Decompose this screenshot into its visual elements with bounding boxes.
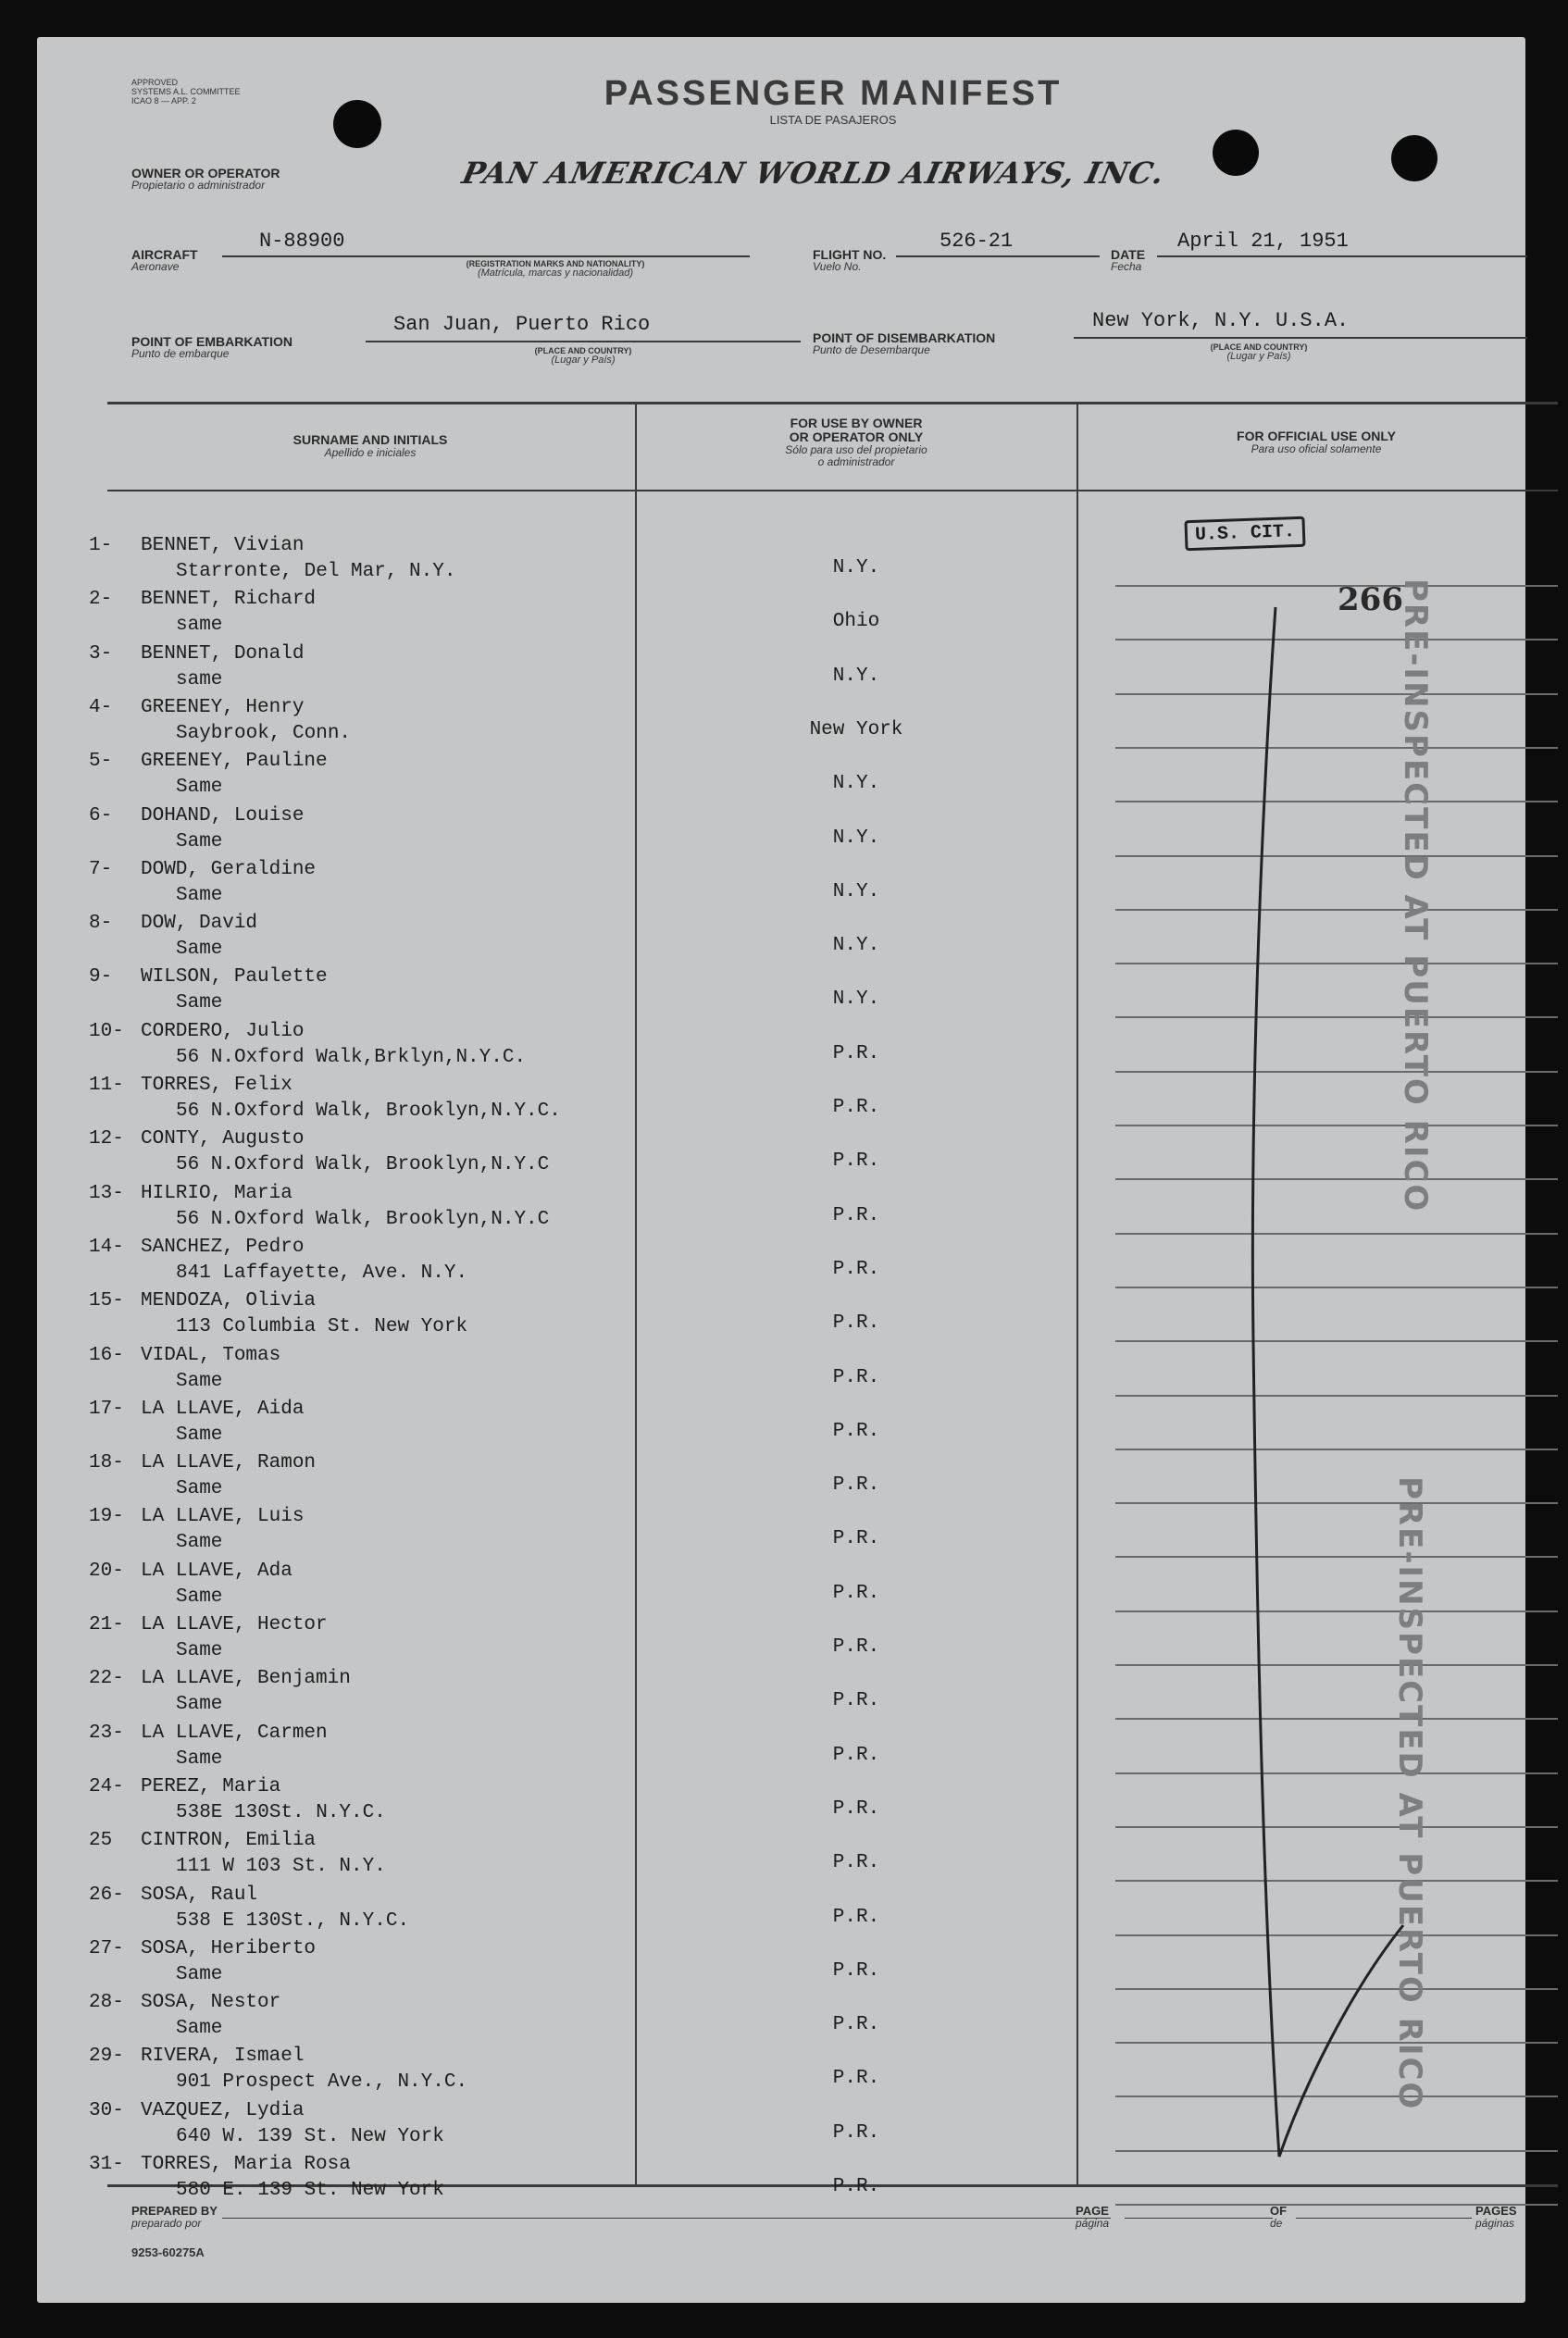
passenger-number: 7-: [89, 858, 113, 880]
passenger-residence: Ohio: [832, 611, 880, 633]
passenger-residence: N.Y.: [832, 665, 880, 687]
owner-label-es: Propietario o administrador: [131, 179, 266, 192]
passenger-number: 1-: [89, 535, 113, 556]
page-title: PASSENGER MANIFEST: [604, 74, 1063, 113]
passenger-name: LA LLAVE, Carmen: [141, 1722, 328, 1744]
disembark-label-es: Punto de Desembarque: [813, 343, 930, 356]
disembark-underline: [1074, 337, 1527, 339]
passenger-address: 56 N.Oxford Walk, Brooklyn,N.Y.C: [176, 1154, 550, 1176]
passenger-count: 266: [1338, 581, 1403, 618]
passenger-name: DOW, David: [141, 913, 258, 935]
passenger-name: LA LLAVE, Luis: [141, 1506, 305, 1528]
passenger-name: DOWD, Geraldine: [141, 858, 317, 880]
passenger-residence: P.R.: [832, 1312, 880, 1335]
passenger-residence: P.R.: [832, 1744, 880, 1766]
passenger-residence: P.R.: [832, 1528, 880, 1550]
punch-hole: [1213, 130, 1259, 176]
preinspected-stamp: PRE-INSPECTED AT PUERTO RICO: [1391, 1476, 1428, 2111]
aircraft-label-es: Aeronave: [131, 260, 180, 273]
passenger-residence: P.R.: [832, 1097, 880, 1118]
passenger-name: PEREZ, Maria: [141, 1775, 281, 1797]
table-top-rule: [107, 402, 1558, 404]
passenger-name: BENNET, Richard: [141, 589, 317, 611]
prepared-label: PREPARED BY: [131, 2204, 218, 2218]
embark-value: San Juan, Puerto Rico: [393, 313, 651, 336]
date-label: DATE: [1111, 247, 1146, 262]
passenger-residence: N.Y.: [832, 880, 880, 902]
passenger-number: 29-: [89, 2046, 124, 2068]
passenger-number: 14-: [89, 1236, 124, 1258]
passenger-address: 538 E 130St., N.Y.C.: [176, 1909, 410, 1932]
passenger-number: 17-: [89, 1398, 124, 1420]
passenger-residence: P.R.: [832, 1852, 880, 1874]
manifest-sheet: [37, 37, 1525, 2303]
passenger-address: 538E 130St. N.Y.C.: [176, 1801, 386, 1823]
passenger-name: DOHAND, Louise: [141, 804, 305, 827]
of-underline: [1296, 2218, 1472, 2219]
passenger-residence: P.R.: [832, 1797, 880, 1820]
disembark-label: POINT OF DISEMBARKATION: [813, 330, 996, 345]
passenger-address: Same: [176, 777, 223, 799]
passenger-address: same: [176, 615, 223, 637]
passenger-number: 16-: [89, 1344, 124, 1366]
passenger-name: LA LLAVE, Benjamin: [141, 1668, 351, 1690]
passenger-number: 3-: [89, 642, 113, 665]
check-mark: [1222, 602, 1407, 2194]
passenger-number: 9-: [89, 966, 113, 989]
passenger-number: 28-: [89, 1992, 124, 2014]
flight-value: 526-21: [940, 230, 1014, 253]
passenger-residence: P.R.: [832, 1150, 880, 1173]
passenger-address: 111 W 103 St. N.Y.: [176, 1856, 386, 1878]
passenger-name: SANCHEZ, Pedro: [141, 1236, 305, 1258]
passenger-address: Saybrook, Conn.: [176, 722, 352, 744]
passenger-residence: N.Y.: [832, 989, 880, 1011]
page-label-es: página: [1076, 2217, 1110, 2230]
passenger-address: 56 N.Oxford Walk,Brklyn,N.Y.C.: [176, 1046, 527, 1068]
official-row-rule: [1115, 585, 1558, 587]
passenger-residence: N.Y.: [832, 773, 880, 795]
embark-place-note: (PLACE AND COUNTRY) (Lugar y País): [534, 346, 632, 366]
passenger-address: Same: [176, 1424, 223, 1446]
passenger-address: 56 N.Oxford Walk, Brooklyn,N.Y.C: [176, 1208, 550, 1230]
aircraft-underline: [222, 255, 750, 257]
passenger-name: LA LLAVE, Ramon: [141, 1452, 317, 1474]
passenger-number: 13-: [89, 1182, 124, 1204]
passenger-number: 25: [89, 1830, 113, 1852]
punch-hole: [333, 100, 381, 148]
passenger-name: LA LLAVE, Hector: [141, 1614, 328, 1635]
official-column-header: FOR OFFICIAL USE ONLY Para uso oficial solamente: [1237, 429, 1396, 455]
passenger-number: 8-: [89, 913, 113, 935]
table-divider: [635, 404, 637, 2184]
passenger-name: TORRES, Maria Rosa: [141, 2154, 351, 2175]
passenger-address: Same: [176, 1370, 223, 1392]
aircraft-label: AIRCRAFT: [131, 247, 198, 262]
passenger-number: 19-: [89, 1506, 124, 1528]
passenger-address: Same: [176, 1694, 223, 1716]
passenger-address: 640 W. 139 St. New York: [176, 2125, 444, 2147]
passenger-address: Same: [176, 1586, 223, 1608]
passenger-number: 2-: [89, 589, 113, 611]
passenger-address: Same: [176, 939, 223, 961]
passenger-name: SOSA, Nestor: [141, 1992, 281, 2014]
passenger-residence: P.R.: [832, 1959, 880, 1982]
passenger-residence: P.R.: [832, 2121, 880, 2144]
passenger-residence: N.Y.: [832, 827, 880, 849]
passenger-residence: P.R.: [832, 1474, 880, 1497]
owner-label: OWNER OR OPERATOR: [131, 166, 280, 180]
date-underline: [1157, 255, 1527, 257]
passenger-residence: P.R.: [832, 2176, 880, 2197]
registration-note: (REGISTRATION MARKS AND NATIONALITY) (Matrícula, marcas y nacionalidad): [466, 259, 645, 279]
passenger-number: 4-: [89, 696, 113, 718]
passenger-number: 23-: [89, 1722, 124, 1744]
passenger-residence: P.R.: [832, 1204, 880, 1226]
passenger-number: 31-: [89, 2154, 124, 2175]
approved-line: ICAO 8 — APP. 2: [131, 96, 196, 106]
passenger-address: Same: [176, 992, 223, 1014]
date-label-es: Fecha: [1111, 260, 1142, 273]
passenger-residence: P.R.: [832, 1366, 880, 1388]
passenger-address: 56 N.Oxford Walk, Brooklyn,N.Y.C.: [176, 1101, 561, 1122]
prepared-underline: [222, 2218, 1111, 2219]
passenger-name: MENDOZA, Olivia: [141, 1290, 317, 1312]
passenger-name: BENNET, Vivian: [141, 535, 305, 556]
passenger-number: 21-: [89, 1614, 124, 1635]
passenger-residence: P.R.: [832, 2068, 880, 2090]
passenger-number: 6-: [89, 804, 113, 827]
prepared-label-es: preparado por: [131, 2217, 202, 2230]
passenger-residence: P.R.: [832, 1582, 880, 1604]
flight-label: FLIGHT NO.: [813, 247, 887, 262]
passenger-address: 901 Prospect Ave., N.Y.C.: [176, 2071, 468, 2094]
passenger-residence: New York: [809, 718, 903, 740]
flight-label-es: Vuelo No.: [813, 260, 862, 273]
passenger-residence: P.R.: [832, 1420, 880, 1442]
passenger-address: Same: [176, 884, 223, 906]
passenger-name: LA LLAVE, Ada: [141, 1560, 292, 1582]
passenger-name: VAZQUEZ, Lydia: [141, 2099, 305, 2121]
us-citizen-stamp: U.S. CIT.: [1184, 516, 1305, 552]
approved-line: APPROVED: [131, 78, 179, 87]
passenger-address: Same: [176, 1478, 223, 1500]
pages-label-es: páginas: [1475, 2217, 1515, 2230]
passenger-name: LA LLAVE, Aida: [141, 1398, 305, 1420]
passenger-number: 30-: [89, 2099, 124, 2121]
names-column-header: SURNAME AND INITIALS Apellido e iniciales: [292, 432, 448, 459]
disembark-place-note: (PLACE AND COUNTRY) (Lugar y País): [1210, 342, 1308, 362]
passenger-residence: N.Y.: [832, 935, 880, 957]
owner-column-header: FOR USE BY OWNER OR OPERATOR ONLY Sólo para uso del propietario o administrador: [785, 416, 927, 468]
passenger-address: Same: [176, 1640, 223, 1661]
passenger-name: GREENEY, Henry: [141, 696, 305, 718]
passenger-name: SOSA, Raul: [141, 1884, 258, 1906]
aircraft-value: N-88900: [259, 230, 345, 253]
passenger-address: Same: [176, 1532, 223, 1554]
passenger-residence: P.R.: [832, 1042, 880, 1064]
passenger-number: 10-: [89, 1020, 124, 1042]
passenger-number: 27-: [89, 1937, 124, 1959]
passenger-number: 22-: [89, 1668, 124, 1690]
form-number: 9253-60275A: [131, 2245, 205, 2259]
disembark-value: New York, N.Y. U.S.A.: [1092, 309, 1350, 332]
punch-hole: [1391, 135, 1437, 181]
approved-line: SYSTEMS A.L. COMMITTEE: [131, 87, 241, 96]
passenger-residence: P.R.: [832, 2014, 880, 2036]
pages-label: PAGES: [1475, 2204, 1517, 2218]
page-label: PAGE: [1076, 2204, 1109, 2218]
passenger-residence: N.Y.: [832, 557, 880, 578]
table-header-rule: [107, 490, 1558, 491]
passenger-name: WILSON, Paulette: [141, 966, 328, 989]
passenger-address: same: [176, 668, 223, 690]
passenger-address: 113 Columbia St. New York: [176, 1316, 468, 1338]
passenger-address: 841 Laffayette, Ave. N.Y.: [176, 1262, 468, 1284]
passenger-number: 26-: [89, 1884, 124, 1906]
embark-label: POINT OF EMBARKATION: [131, 334, 292, 349]
date-value: April 21, 1951: [1177, 230, 1349, 253]
passenger-name: CINTRON, Emilia: [141, 1830, 317, 1852]
page-underline: [1125, 2218, 1273, 2219]
table-divider: [1076, 404, 1078, 2184]
passenger-residence: P.R.: [832, 1636, 880, 1658]
passenger-name: TORRES, Felix: [141, 1075, 292, 1096]
passenger-name: SOSA, Heriberto: [141, 1937, 317, 1959]
passenger-number: 11-: [89, 1075, 124, 1096]
passenger-name: BENNET, Donald: [141, 642, 305, 665]
passenger-address: Same: [176, 830, 223, 852]
passenger-name: RIVERA, Ismael: [141, 2046, 305, 2068]
passenger-number: 18-: [89, 1452, 124, 1474]
passenger-name: CORDERO, Julio: [141, 1020, 305, 1042]
owner-value: PAN AMERICAN WORLD AIRWAYS, INC.: [458, 155, 1168, 191]
passenger-address: 580 E. 139 St. New York: [176, 2180, 444, 2201]
passenger-number: 5-: [89, 751, 113, 773]
passenger-address: Same: [176, 1963, 223, 1985]
passenger-residence: P.R.: [832, 1690, 880, 1712]
passenger-name: GREENEY, Pauline: [141, 751, 328, 773]
passenger-address: Same: [176, 2018, 223, 2040]
of-label: OF: [1270, 2204, 1288, 2218]
passenger-number: 15-: [89, 1290, 124, 1312]
passenger-name: CONTY, Augusto: [141, 1128, 305, 1150]
embark-label-es: Punto de embarque: [131, 347, 230, 360]
passenger-address: Same: [176, 1747, 223, 1770]
passenger-number: 12-: [89, 1128, 124, 1150]
passenger-name: VIDAL, Tomas: [141, 1344, 281, 1366]
flight-underline: [896, 255, 1100, 257]
passenger-number: 24-: [89, 1775, 124, 1797]
passenger-residence: P.R.: [832, 1258, 880, 1280]
embark-underline: [366, 341, 801, 342]
approved-block: [131, 78, 241, 106]
passenger-residence: P.R.: [832, 1906, 880, 1928]
passenger-number: 20-: [89, 1560, 124, 1582]
of-label-es: de: [1270, 2217, 1283, 2230]
passenger-name: HILRIO, Maria: [141, 1182, 292, 1204]
passenger-address: Starronte, Del Mar, N.Y.: [176, 561, 456, 582]
page-subtitle: LISTA DE PASAJEROS: [769, 113, 897, 127]
preinspected-stamp: PRE-INSPECTED AT PUERTO RICO: [1397, 578, 1434, 1213]
